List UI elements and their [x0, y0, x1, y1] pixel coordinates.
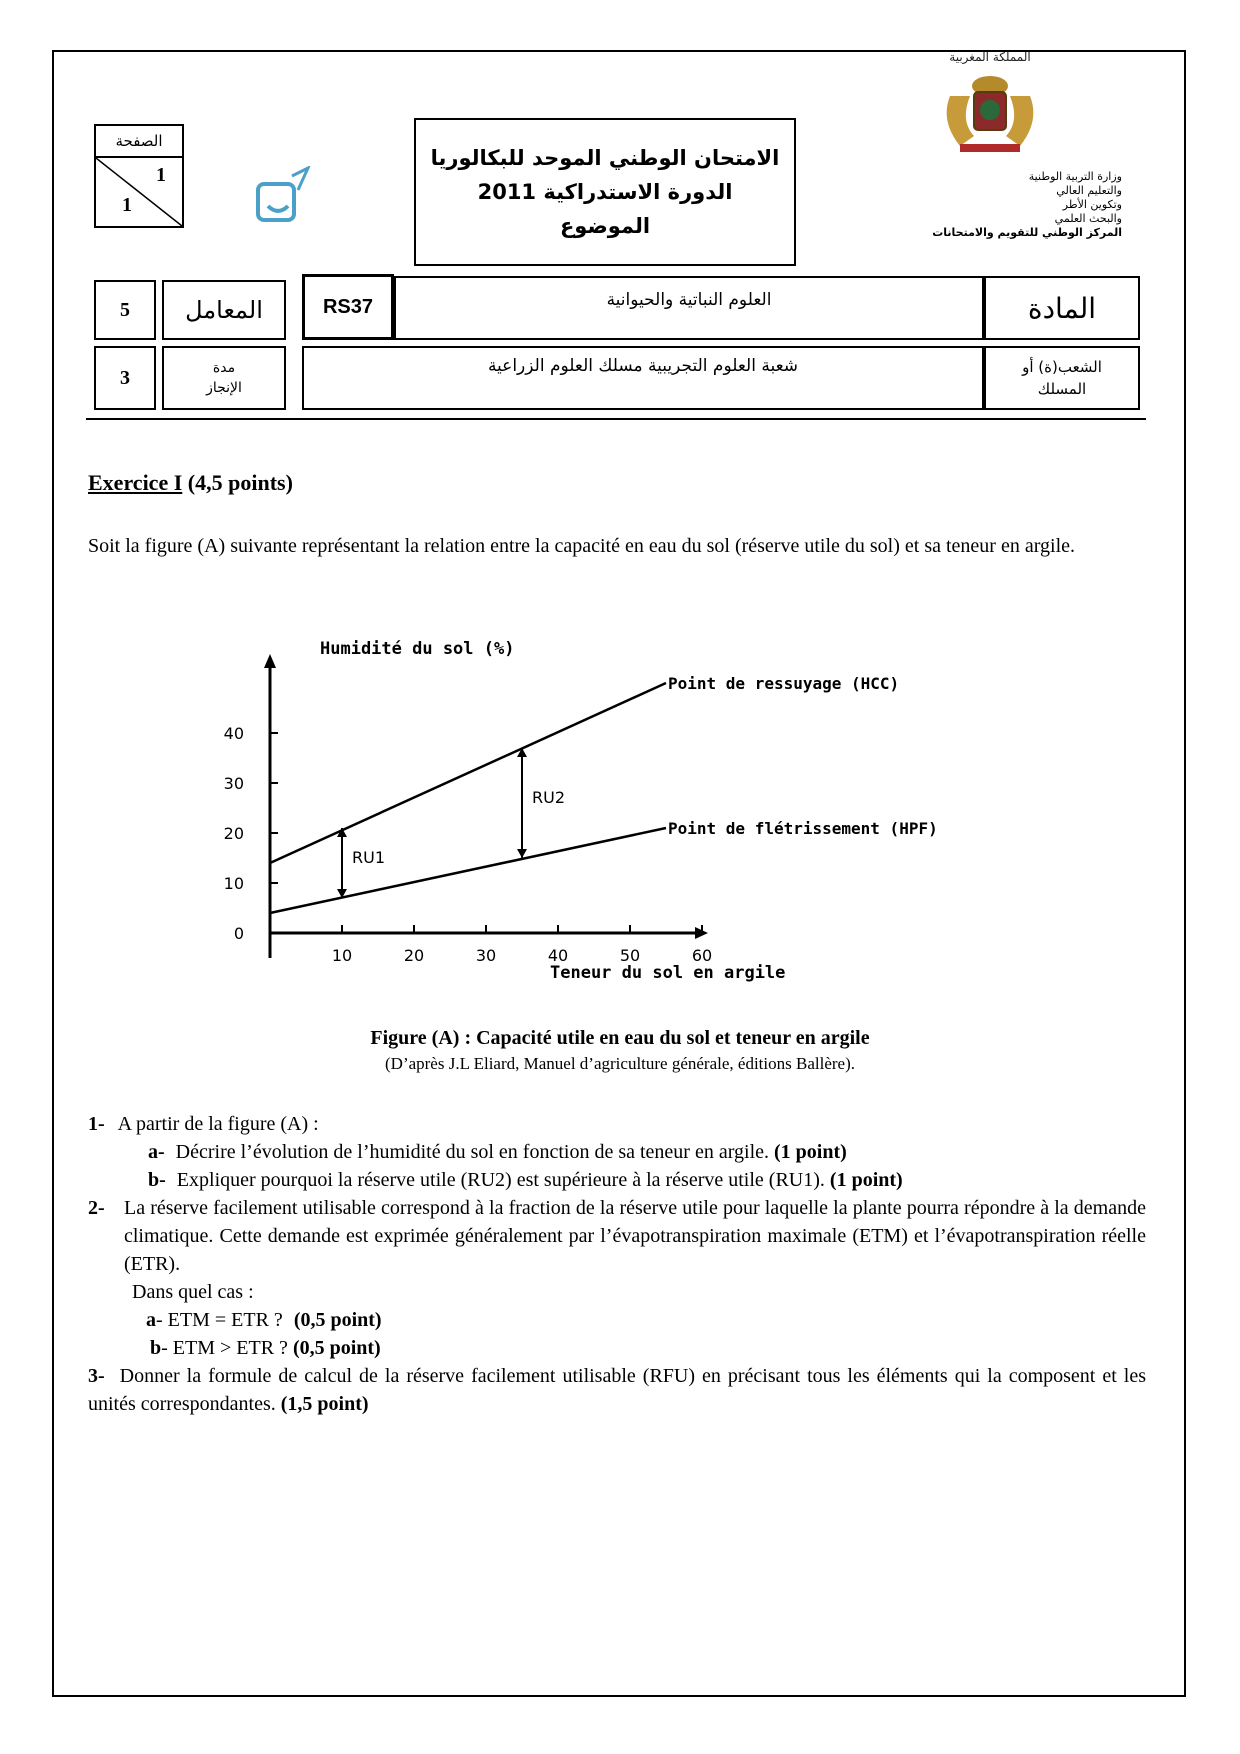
q1-number: 1-	[88, 1113, 105, 1135]
coat-of-arms-emblem	[930, 66, 1050, 156]
question-2a	[146, 1306, 382, 1334]
chart-x-label: Teneur du sol en argile	[550, 963, 786, 983]
ru-arrow-head	[517, 849, 527, 858]
page-total: 1	[122, 194, 132, 216]
coef-value-cell	[94, 280, 156, 340]
q1b-label: b-	[148, 1169, 166, 1191]
x-tick-label: 50	[619, 946, 641, 965]
y-tick-label: 30	[223, 774, 244, 793]
question-1a	[148, 1138, 1148, 1166]
exam-title-1: الامتحان الوطني الموحد للبكالوريا	[430, 146, 780, 170]
question-1	[88, 1110, 1148, 1138]
exam-title-3: الموضوع	[559, 214, 651, 238]
x-tick-label: 20	[403, 946, 425, 965]
branch-label-1: الشعب(ة) أو	[1022, 358, 1102, 376]
x-tick-label: 40	[547, 946, 569, 965]
y-tick-label: 0	[233, 924, 244, 943]
page-label-box	[94, 124, 184, 158]
q2a-label: a	[146, 1309, 156, 1331]
q2a-text: - ETM = ETR ?	[156, 1309, 283, 1331]
series-label: Point de flétrissement (HPF)	[668, 819, 938, 838]
coef-label: المعامل	[185, 296, 263, 324]
y-tick-label: 10	[223, 874, 244, 893]
ministry-line: وتكوين الأطر	[1062, 198, 1122, 211]
q2a-points: (0,5 point)	[293, 1309, 382, 1331]
subject-code: RS37	[322, 295, 374, 318]
y-tick-label: 20	[223, 824, 244, 843]
q1b-text: Expliquer pourquoi la réserve utile (RU2) est supérieure à la réserve utile (RU1).	[176, 1169, 825, 1191]
subject-label: المادة	[1027, 291, 1097, 325]
q1-text: A partir de la figure (A) :	[117, 1113, 319, 1135]
exercise-points: (4,5 points)	[187, 470, 293, 495]
q2-number: 2-	[88, 1197, 105, 1219]
q2b-label: b	[150, 1337, 162, 1359]
ru-label: RU1	[352, 848, 386, 867]
header-rule	[86, 418, 1146, 420]
q2-text: La réserve facilement utilisable correspond à la fraction de la réserve utile pour laquelle la plante pourra répondre à la demande climatique. Cette demande est exprimée généralement par l’évapotranspiration maximale (ETM) et l’évapotranspiration réelle (ETR).	[124, 1197, 1146, 1275]
branch-name: شعبة العلوم التجريبية مسلك العلوم الزراعية	[487, 356, 799, 376]
page-num: 1	[156, 164, 166, 186]
ministry-line: وزارة التربية الوطنية	[1028, 170, 1122, 183]
q1b-points: (1 point)	[829, 1169, 903, 1191]
q3-number: 3-	[88, 1365, 105, 1387]
duration-label-2: الإنجاز	[206, 380, 242, 396]
q1a-label: a-	[148, 1141, 165, 1163]
q3-points: (1,5 point)	[280, 1393, 369, 1415]
diagonal-divider	[96, 158, 182, 226]
question-3	[88, 1362, 1146, 1418]
figure-a-chart	[190, 618, 1030, 998]
ministry-line: والتعليم العالي	[1056, 184, 1122, 197]
page-number-box	[94, 156, 184, 228]
exercise-heading	[88, 470, 293, 496]
coef-value: 5	[120, 298, 130, 321]
duration-label-1: مدة	[212, 360, 236, 376]
exam-title-box	[414, 118, 796, 266]
question-2-num	[88, 1194, 105, 1222]
series-line	[270, 683, 666, 863]
x-tick-label: 60	[691, 946, 713, 965]
subject-cell	[394, 276, 984, 340]
question-2b	[150, 1334, 381, 1362]
duration-label-cell	[162, 346, 286, 410]
y-tick-label: 40	[223, 724, 244, 743]
ru-label: RU2	[532, 788, 566, 807]
ministry-block	[866, 170, 1122, 240]
q1a-text: Décrire l’évolution de l’humidité du sol en fonction de sa teneur en argile.	[175, 1141, 770, 1163]
branch-label-2: المسلك	[1037, 380, 1087, 398]
subject-name: العلوم النباتية والحيوانية	[606, 290, 772, 310]
code-cell	[302, 274, 394, 340]
figure-source: (D’après J.L Eliard, Manuel d’agriculture générale, éditions Ballère).	[385, 1054, 855, 1073]
branch-label-cell	[984, 346, 1140, 410]
ministry-line: والبحث العلمي	[1054, 212, 1122, 225]
x-tick-label: 10	[331, 946, 353, 965]
q2b-points: (0,5 point)	[292, 1337, 381, 1359]
duration-value: 3	[120, 366, 130, 389]
q2b-text: - ETM > ETR ?	[161, 1337, 288, 1359]
x-tick-label: 30	[475, 946, 497, 965]
center-name: المركز الوطني للتقويم والامتحانات	[932, 226, 1122, 239]
exercise-intro: Soit la figure (A) suivante représentant la relation entre la capacité en eau du sol (réserve utile du sol) et sa teneur en argile.	[88, 535, 1076, 557]
duration-value-cell	[94, 346, 156, 410]
question-1b	[148, 1166, 1148, 1194]
series-label: Point de ressuyage (HCC)	[668, 674, 900, 693]
subject-label-cell	[984, 276, 1140, 340]
exam-center-logo	[252, 166, 316, 230]
branch-cell	[302, 346, 984, 410]
exam-title-2: الدورة الاستدراكية 2011	[477, 180, 733, 204]
coef-label-cell	[162, 280, 286, 340]
q1a-points: (1 point)	[774, 1141, 847, 1163]
q3-text: Donner la formule de calcul de la réserve facilement utilisable (RFU) en précisant tous les éléments qui la composent et les unités correspondantes.	[88, 1365, 1146, 1415]
kingdom-label: المملكة المغربية	[949, 50, 1031, 64]
chart-y-label: Humidité du sol (%)	[320, 639, 515, 659]
page-label: الصفحة	[115, 132, 163, 150]
series-line	[270, 828, 666, 913]
exercise-title: Exercice I	[88, 470, 183, 495]
y-axis-arrow	[264, 654, 276, 668]
q2-ask: Dans quel cas :	[132, 1281, 254, 1303]
figure-caption: Figure (A) : Capacité utile en eau du sol et teneur en argile	[370, 1027, 870, 1049]
